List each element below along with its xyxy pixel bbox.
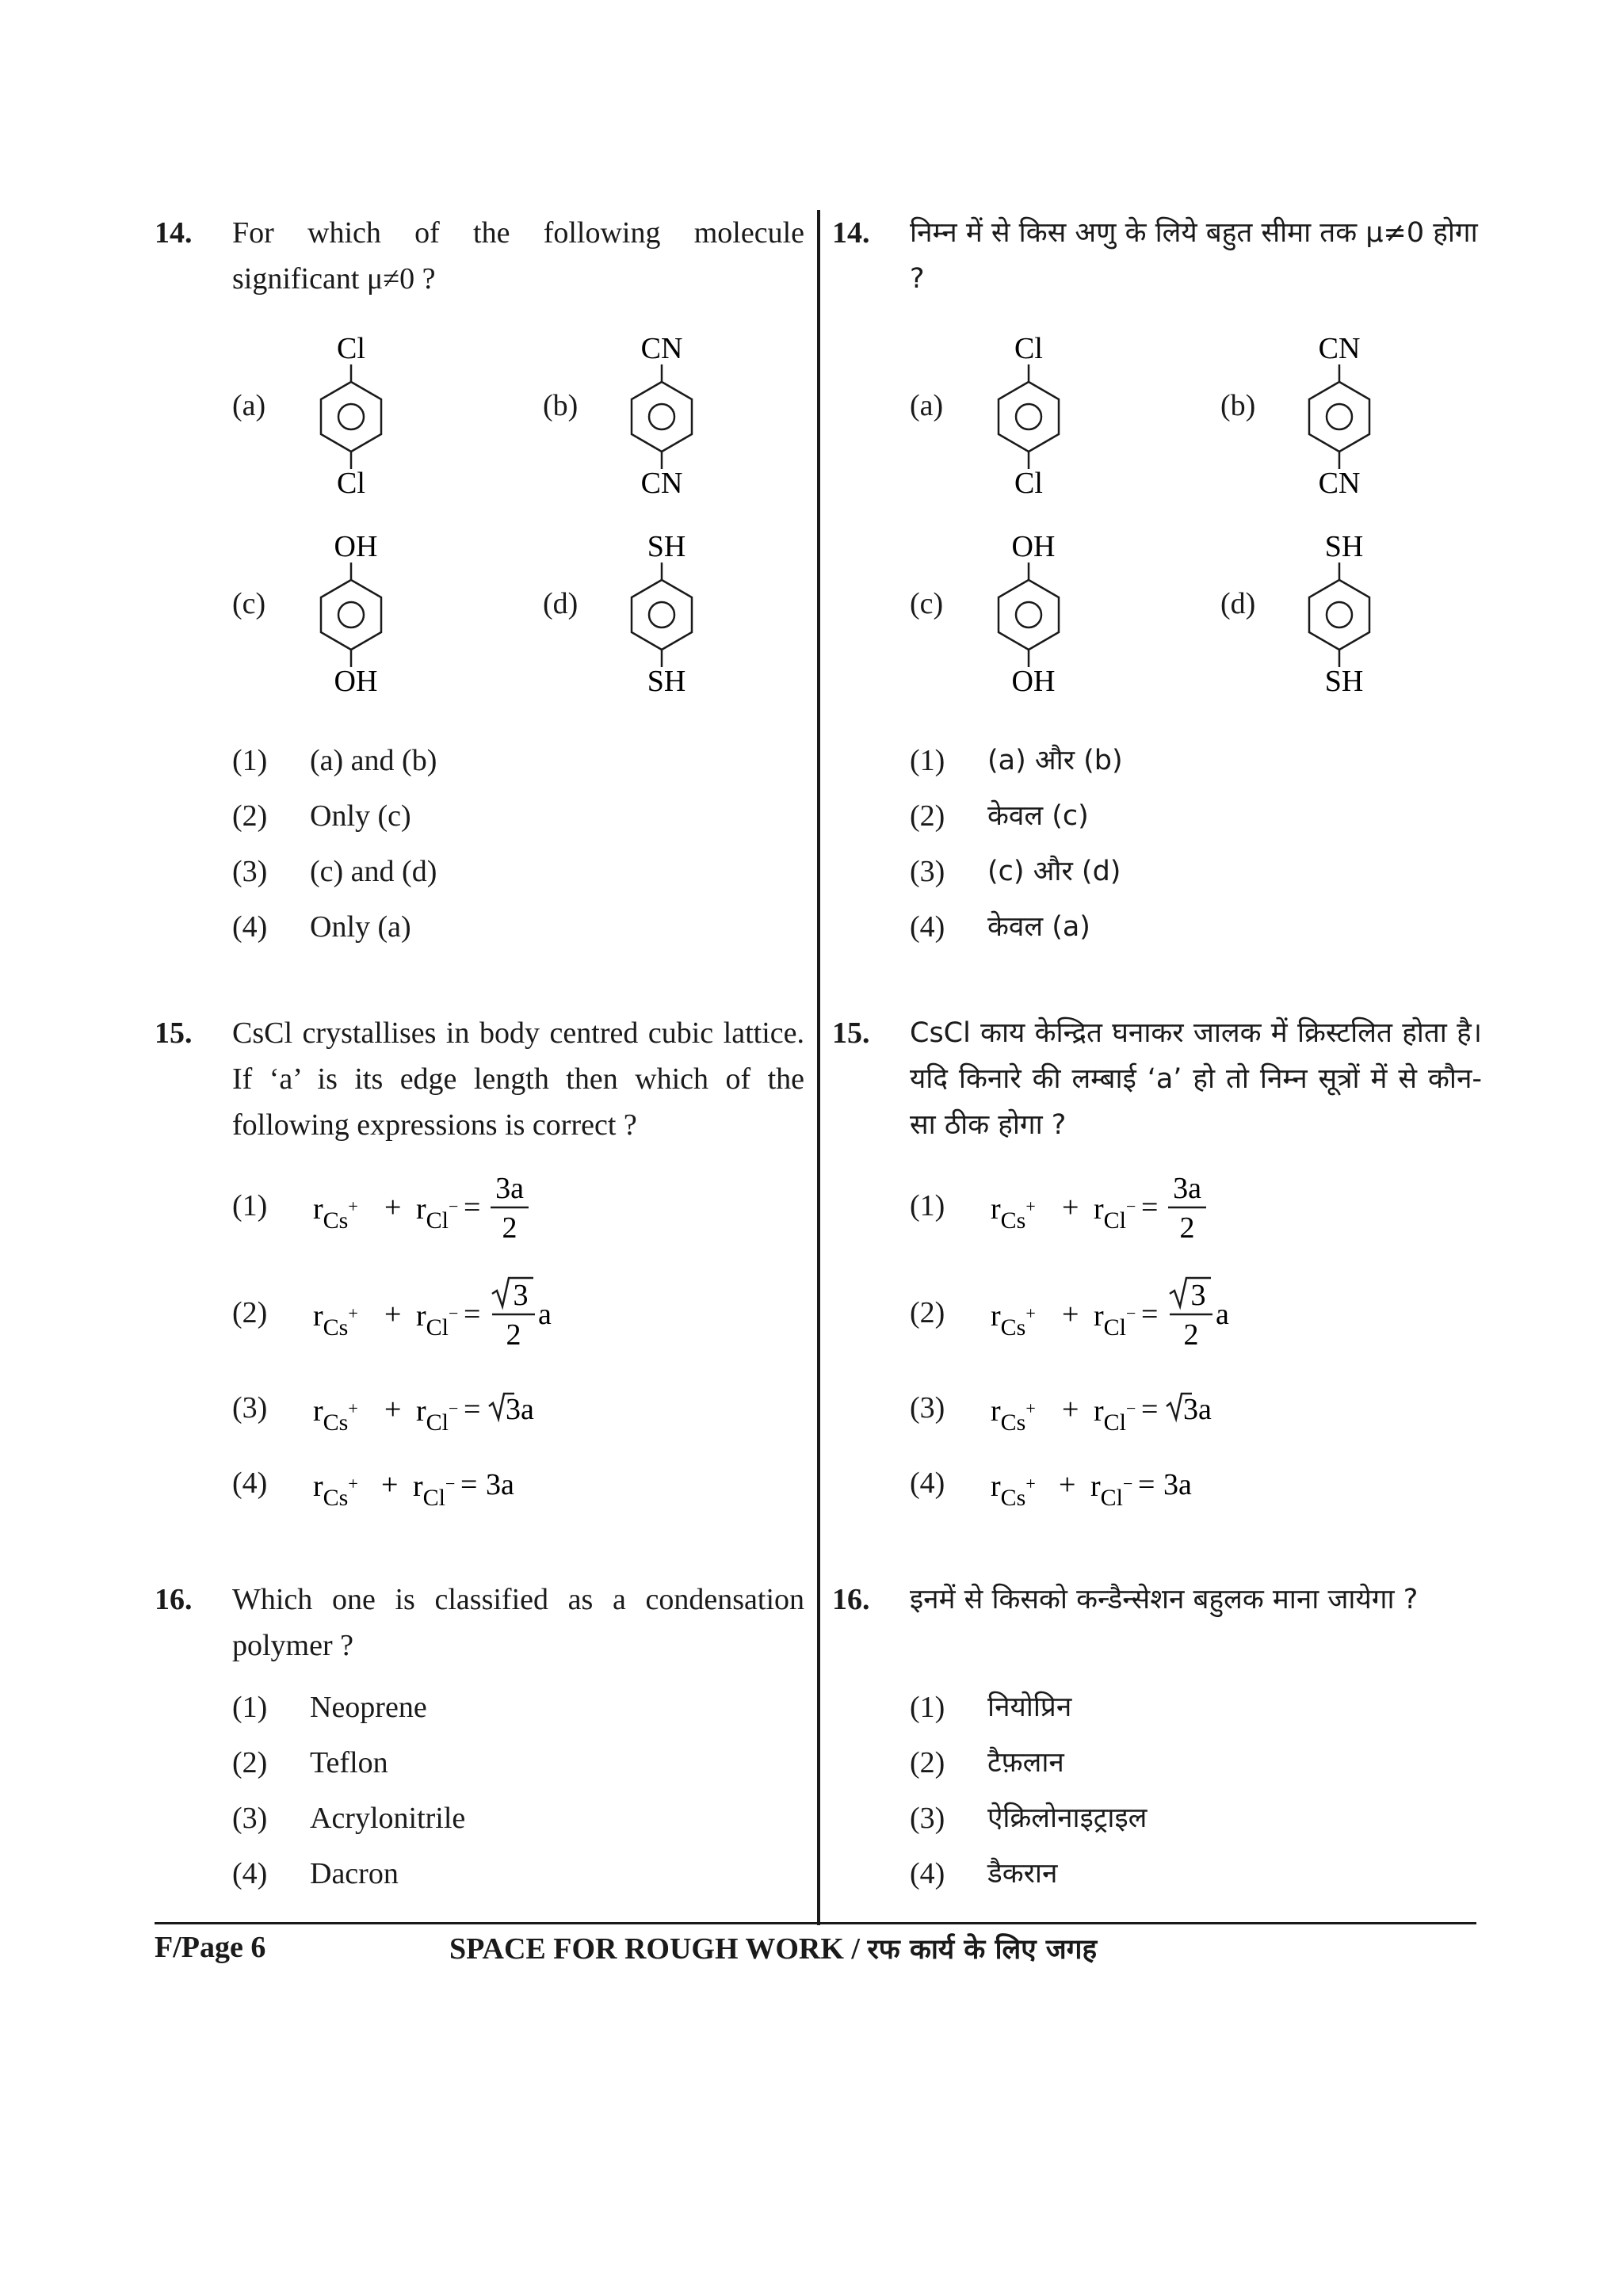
- svg-text:rCl−: $r_{Cl}^-$: [416, 1394, 459, 1436]
- svg-text:3a: 3a: [506, 1393, 534, 1426]
- formula-4: [991, 1442, 1244, 1537]
- svg-text:3: 3: [513, 1279, 529, 1312]
- option: (3) Acrylonitrile: [232, 1802, 466, 1835]
- option: (4) केवल (a): [910, 910, 1090, 944]
- substituent-bottom: Cl: [1014, 467, 1043, 500]
- structure-label: (b): [1220, 389, 1256, 422]
- svg-text:rCs+: $r_{Cs}^+$: [313, 1394, 358, 1436]
- substituent-bottom: OH: [1011, 665, 1056, 698]
- svg-text:rCl−: $r_{Cl}^-$: [413, 1470, 456, 1511]
- question-number: 15.: [155, 1016, 193, 1050]
- svg-text:+: +: [1062, 1191, 1079, 1224]
- svg-text:3a: 3a: [486, 1468, 514, 1501]
- svg-text:rCl−: $r_{Cl}^-$: [416, 1192, 459, 1234]
- svg-text:=: =: [464, 1298, 481, 1331]
- option: (1) $r_{Cs}^+$ + $r_{Cl}^-$ = 3a 2: [910, 1165, 1480, 1260]
- structure-label: (a): [910, 389, 944, 422]
- benzene-ring-icon: [304, 325, 462, 507]
- svg-text:=: =: [1141, 1298, 1159, 1331]
- question-text: CsCl crystallises in body centred cubic lattice. If ‘a’ is its edge length then which of the following expressions is correct ?: [232, 1016, 804, 1142]
- option: (2) Teflon: [232, 1746, 388, 1779]
- structure-row-cd-hi: [910, 523, 1480, 705]
- svg-text:=: =: [460, 1468, 478, 1501]
- substituent-bottom: OH: [334, 665, 378, 698]
- svg-text:3a: 3a: [495, 1172, 524, 1205]
- benzene-ring-icon: [304, 523, 462, 705]
- substituent-bottom: SH: [647, 665, 686, 698]
- svg-text:+: +: [384, 1393, 402, 1426]
- rough-work-en: SPACE FOR ROUGH WORK /: [449, 1932, 860, 1966]
- options-list: [910, 1680, 1480, 1901]
- question-number: 14.: [155, 216, 193, 250]
- svg-text:2: 2: [1179, 1211, 1195, 1245]
- substituent-bottom: CN: [640, 467, 683, 500]
- rough-work-label: [449, 1930, 1097, 1967]
- svg-text:=: =: [1141, 1191, 1159, 1224]
- options-list: [232, 733, 803, 955]
- structure-c: [232, 523, 494, 705]
- substituent-top: OH: [1011, 530, 1056, 563]
- svg-text:rCs+: $r_{Cs}^+$: [991, 1394, 1036, 1436]
- svg-text:3a: 3a: [1163, 1468, 1192, 1501]
- formula-options: [232, 1165, 803, 1517]
- svg-text:+: +: [1062, 1298, 1079, 1331]
- svg-text:2: 2: [502, 1211, 517, 1245]
- structure-a: [910, 325, 1171, 507]
- formula-1: [991, 1165, 1244, 1260]
- option: (1) $r_{Cs}^+$ + $r_{Cl}^-$ = 3a 2: [232, 1165, 803, 1260]
- svg-text:rCs+: $r_{Cs}^+$: [991, 1470, 1036, 1511]
- formula-2: [991, 1272, 1260, 1367]
- option: (2) $r_{Cs}^+$ + $r_{Cl}^-$ = 3 2 a: [910, 1272, 1480, 1367]
- substituent-bottom: Cl: [337, 467, 365, 500]
- svg-text:3: 3: [1190, 1279, 1206, 1312]
- svg-text:+: +: [384, 1298, 402, 1331]
- formula-4: [313, 1442, 567, 1537]
- substituent-bottom: SH: [1324, 665, 1364, 698]
- option: (2) टैफ़लान: [910, 1746, 1064, 1779]
- substituent-top: Cl: [337, 332, 365, 365]
- options-list: [232, 1680, 803, 1901]
- option: (3) (c) और (d): [910, 855, 1121, 888]
- question-text: For which of the following molecule significant μ≠0 ?: [232, 216, 804, 296]
- options-list: [910, 733, 1480, 955]
- option: (4) $r_{Cs}^+$ + $r_{Cl}^-$ = 3a: [910, 1442, 1480, 1517]
- svg-text:rCs+: $r_{Cs}^+$: [313, 1299, 358, 1341]
- option: (4) $r_{Cs}^+$ + $r_{Cl}^-$ = 3a: [232, 1442, 803, 1517]
- option: (1) (a) and (b): [232, 744, 437, 777]
- svg-text:+: +: [1059, 1468, 1076, 1501]
- page-number: F/Page 6: [155, 1931, 266, 1964]
- substituent-top: CN: [1318, 332, 1361, 365]
- structure-label: (d): [1220, 587, 1256, 620]
- svg-text:rCl−: $r_{Cl}^-$: [416, 1299, 459, 1341]
- structure-row-cd: [232, 523, 803, 705]
- svg-text:a: a: [1216, 1298, 1229, 1331]
- structure-c: [910, 523, 1171, 705]
- question-text: इनमें से किसको कन्डैन्सेशन बहुलक माना जायेगा ?: [910, 1584, 1419, 1615]
- formula-options: [910, 1165, 1480, 1517]
- svg-text:2: 2: [506, 1318, 521, 1352]
- question-number: 16.: [155, 1583, 193, 1616]
- question-number: 14.: [832, 216, 870, 250]
- benzene-ring-icon: [614, 523, 773, 705]
- structure-row-ab: [232, 325, 803, 507]
- question-15: [155, 1010, 804, 1148]
- substituent-top: SH: [1324, 530, 1364, 563]
- svg-text:rCl−: $r_{Cl}^-$: [1094, 1394, 1136, 1436]
- svg-text:3a: 3a: [1183, 1393, 1212, 1426]
- question-text: CsCl काय केन्द्रित घनाकर जालक में क्रिस्टलित होता है। यदि किनारे की लम्बाई ‘a’ हो तो निम्न सूत्रों में से कौन-सा ठीक होगा ?: [910, 1017, 1482, 1141]
- column-divider: [817, 210, 820, 1925]
- option: (4) Only (a): [232, 910, 411, 944]
- option: (3) (c) and (d): [232, 855, 437, 888]
- structure-row-ab-hi: [910, 325, 1480, 507]
- option: (3) $r_{Cs}^+$ + $r_{Cl}^-$ = 3a: [910, 1367, 1480, 1442]
- option: (2) केवल (c): [910, 799, 1089, 833]
- svg-text:rCs+: $r_{Cs}^+$: [991, 1192, 1036, 1234]
- question-number: 15.: [832, 1016, 870, 1050]
- option: (1) Neoprene: [232, 1691, 427, 1724]
- option: (2) $r_{Cs}^+$ + $r_{Cl}^-$ = 3 2 a: [232, 1272, 803, 1367]
- svg-text:rCs+: $r_{Cs}^+$: [991, 1299, 1036, 1341]
- footer-rule: [155, 1922, 1476, 1924]
- question-number: 16.: [832, 1583, 870, 1616]
- question-text: निम्न में से किस अणु के लिये बहुत सीमा तक μ≠0 होगा ?: [910, 217, 1478, 295]
- svg-text:+: +: [384, 1191, 402, 1224]
- svg-text:+: +: [1062, 1393, 1079, 1426]
- option: (2) Only (c): [232, 799, 411, 833]
- structure-b: [1220, 325, 1482, 507]
- structure-label: (a): [232, 389, 266, 422]
- substituent-top: OH: [334, 530, 378, 563]
- structure-label: (b): [543, 389, 579, 422]
- option: (3) $r_{Cs}^+$ + $r_{Cl}^-$ = 3a: [232, 1367, 803, 1442]
- structure-d: [1220, 523, 1482, 705]
- question-16: [155, 1577, 804, 1669]
- svg-text:2: 2: [1183, 1318, 1199, 1352]
- benzene-ring-icon: [1292, 523, 1450, 705]
- option: (4) Dacron: [232, 1857, 399, 1890]
- question-14-hi: [832, 210, 1482, 302]
- substituent-bottom: CN: [1318, 467, 1361, 500]
- hindi-column: [832, 210, 1482, 1890]
- structure-label: (d): [543, 587, 579, 620]
- substituent-top: SH: [647, 530, 686, 563]
- formula-2: [313, 1272, 582, 1367]
- formula-1: [313, 1165, 567, 1260]
- rough-work-hi: रफ कार्य के लिए जगह: [867, 1934, 1098, 1966]
- structure-b: [543, 325, 804, 507]
- svg-text:rCl−: $r_{Cl}^-$: [1094, 1192, 1136, 1234]
- structure-a: [232, 325, 494, 507]
- page-footer: [155, 1930, 1476, 1978]
- structure-d: [543, 523, 804, 705]
- benzene-ring-icon: [614, 325, 773, 507]
- substituent-top: Cl: [1014, 332, 1043, 365]
- structure-label: (c): [910, 587, 944, 620]
- option: (4) डैकरान: [910, 1857, 1058, 1890]
- question-text: Which one is classified as a condensation polymer ?: [232, 1583, 804, 1662]
- benzene-ring-icon: [1292, 325, 1450, 507]
- svg-text:=: =: [464, 1393, 481, 1426]
- svg-text:a: a: [538, 1298, 552, 1331]
- structure-label: (c): [232, 587, 266, 620]
- svg-text:rCs+: $r_{Cs}^+$: [313, 1470, 358, 1511]
- svg-text:rCl−: $r_{Cl}^-$: [1090, 1470, 1133, 1511]
- svg-text:3a: 3a: [1173, 1172, 1201, 1205]
- option: (1) (a) और (b): [910, 744, 1123, 777]
- english-column: [155, 210, 804, 1890]
- substituent-top: CN: [640, 332, 683, 365]
- svg-text:rCs+: $r_{Cs}^+$: [313, 1192, 358, 1234]
- option: (3) ऐक्रिलोनाइट्राइल: [910, 1802, 1148, 1835]
- svg-text:rCl−: $r_{Cl}^-$: [1094, 1299, 1136, 1341]
- question-16-hi: [832, 1577, 1482, 1623]
- svg-text:=: =: [464, 1191, 481, 1224]
- svg-text:=: =: [1141, 1393, 1159, 1426]
- option: (1) नियोप्रिन: [910, 1691, 1072, 1724]
- question-15-hi: [832, 1010, 1482, 1148]
- question-14: [155, 210, 804, 302]
- benzene-ring-icon: [981, 325, 1140, 507]
- benzene-ring-icon: [981, 523, 1140, 705]
- svg-text:+: +: [381, 1468, 399, 1501]
- svg-text:=: =: [1138, 1468, 1155, 1501]
